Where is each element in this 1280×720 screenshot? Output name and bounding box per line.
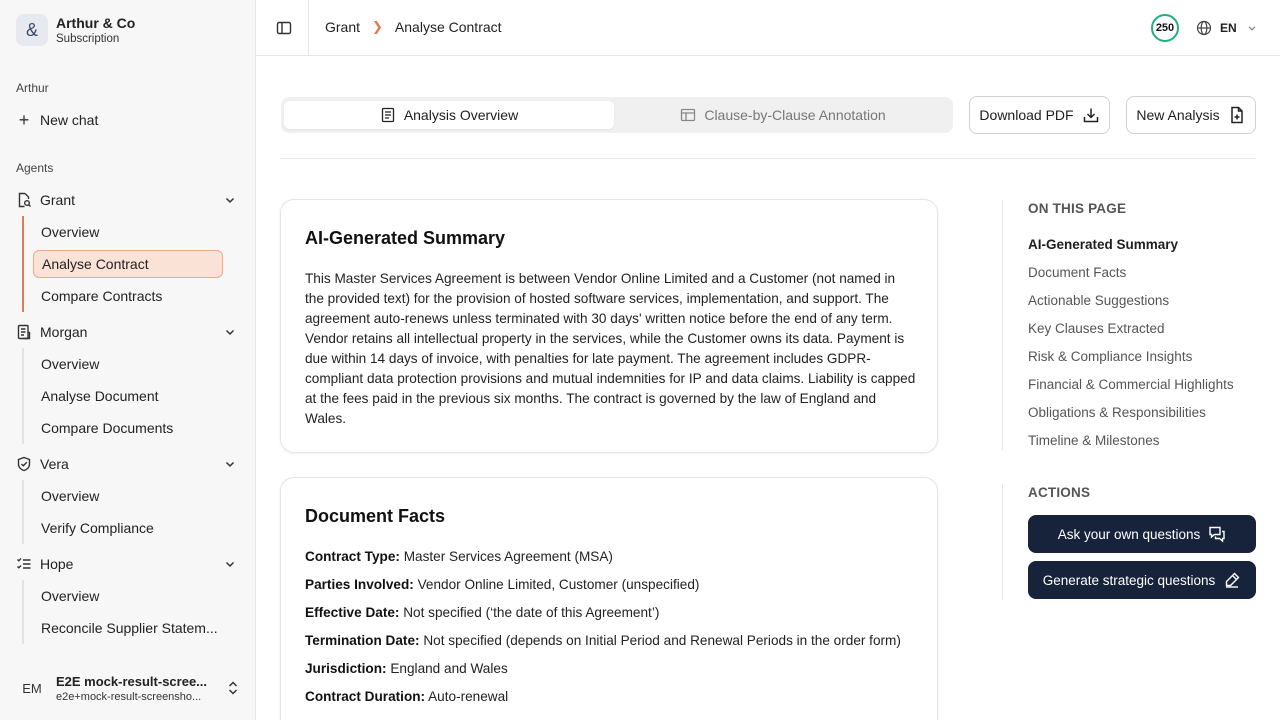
list-check-icon	[16, 556, 32, 572]
chat-bubbles-icon	[1208, 525, 1226, 543]
ask-questions-label: Ask your own questions	[1057, 526, 1201, 542]
new-analysis-label: New Analysis	[1136, 107, 1220, 123]
new-chat-button[interactable]	[16, 110, 98, 130]
agent-grant-tree-line	[22, 216, 24, 312]
org-name: Arthur & Co	[56, 15, 136, 31]
fact-contract-duration: Contract Duration: Auto-renewal	[305, 689, 509, 704]
file-plus-icon	[1228, 106, 1246, 124]
summary-card	[280, 199, 938, 453]
generate-questions-label: Generate strategic questions	[1042, 572, 1216, 588]
shield-check-icon	[16, 456, 32, 472]
sparkle-pen-icon	[1223, 571, 1241, 589]
sidebar-item-hope-overview[interactable]: Overview	[41, 588, 100, 604]
chevron-down-icon[interactable]	[224, 558, 236, 570]
sidebar-item-grant-overview[interactable]: Overview	[41, 224, 100, 240]
sidebar-item-reconcile-supplier[interactable]: Reconcile Supplier Statem...	[41, 620, 218, 636]
download-icon	[1082, 106, 1100, 124]
top-header	[256, 0, 1280, 56]
chevron-up-down-icon	[226, 680, 240, 696]
agent-name: Vera	[40, 456, 69, 472]
chevron-down-icon[interactable]	[224, 194, 236, 206]
toc-item-timeline[interactable]: Timeline & Milestones	[1028, 433, 1160, 448]
breadcrumb	[325, 19, 502, 35]
sidebar-item-analyse-contract[interactable]: Analyse Contract	[33, 250, 223, 278]
summary-title: AI-Generated Summary	[305, 228, 506, 248]
avatar: EM	[22, 680, 42, 696]
toc-item-key-clauses[interactable]: Key Clauses Extracted	[1028, 321, 1165, 336]
agent-name: Hope	[40, 556, 74, 572]
agent-morgan[interactable]	[16, 320, 240, 344]
globe-icon	[1196, 20, 1212, 36]
download-pdf-label: Download PDF	[979, 107, 1074, 123]
user-email: e2e+mock-result-screensho...	[56, 690, 202, 703]
user-menu[interactable]	[16, 668, 242, 708]
credits-badge[interactable]: 250	[1151, 14, 1179, 42]
ampersand-logo-icon: &	[16, 14, 48, 46]
breadcrumb-agent[interactable]: Grant	[325, 19, 361, 35]
ask-questions-button[interactable]	[1028, 515, 1256, 553]
toc-title: ON THIS PAGE	[1028, 201, 1127, 216]
sidebar-toggle-icon[interactable]	[276, 20, 292, 36]
sidebar-item-morgan-overview[interactable]: Overview	[41, 356, 100, 372]
actions-title: ACTIONS	[1028, 485, 1091, 500]
toc-item-financial[interactable]: Financial & Commercial Highlights	[1028, 377, 1234, 392]
sidebar-item-verify-compliance[interactable]: Verify Compliance	[41, 520, 154, 536]
document-facts-card	[280, 477, 938, 720]
facts-title: Document Facts	[305, 506, 446, 526]
org-subtitle: Subscription	[56, 33, 120, 45]
tab-label: Analysis Overview	[403, 107, 519, 123]
agent-grant[interactable]	[16, 188, 240, 212]
doc-lines-icon	[16, 324, 32, 340]
agent-hope-tree-line	[22, 580, 24, 644]
section-label-user: Arthur	[16, 81, 49, 95]
toc-item-obligations[interactable]: Obligations & Responsibilities	[1028, 405, 1206, 420]
toc-rail-line	[1002, 200, 1003, 450]
language-code: EN	[1220, 21, 1237, 35]
toc-item-document-facts[interactable]: Document Facts	[1028, 265, 1127, 280]
fact-contract-type: Contract Type: Master Services Agreement (MSA)	[305, 549, 613, 564]
sidebar	[0, 0, 256, 720]
section-label-agents: Agents	[16, 161, 54, 175]
agent-vera[interactable]	[16, 452, 240, 476]
agent-hope[interactable]	[16, 552, 240, 576]
toc-item-risk-compliance[interactable]: Risk & Compliance Insights	[1028, 349, 1193, 364]
breadcrumb-current: Analyse Contract	[394, 19, 502, 35]
org-switcher[interactable]	[16, 14, 135, 46]
chevron-down-icon[interactable]	[224, 458, 236, 470]
agent-name: Morgan	[40, 324, 88, 340]
sidebar-item-vera-overview[interactable]: Overview	[41, 488, 100, 504]
fact-parties: Parties Involved: Vendor Online Limited, Customer (unspecified)	[305, 577, 700, 592]
tab-analysis-overview[interactable]	[284, 101, 614, 129]
new-chat-label: New chat	[40, 112, 99, 128]
fact-jurisdiction: Jurisdiction: England and Wales	[305, 661, 508, 676]
chevron-right-icon: ❯	[372, 19, 383, 34]
sidebar-item-analyse-document[interactable]: Analyse Document	[41, 388, 159, 404]
toc-item-summary[interactable]: AI-Generated Summary	[1028, 237, 1179, 252]
view-tabs	[281, 97, 953, 133]
download-pdf-button[interactable]	[969, 96, 1110, 134]
agent-morgan-tree-line	[22, 348, 24, 444]
new-analysis-button[interactable]	[1126, 96, 1256, 134]
agent-name: Grant	[40, 192, 76, 208]
sidebar-item-compare-contracts[interactable]: Compare Contracts	[41, 288, 163, 304]
generate-questions-button[interactable]	[1028, 561, 1256, 599]
summary-text: This Master Services Agreement is between Vendor Online Limited and a Customer (not named in the provided text) for the provision of hosted software services, implementation, and support. The agreement auto-renews unless terminated with 30 days' written notice before the end of any term. Vendor retains all intellectual property in the services, while the Customer owns its data. Payment is due within 14 days of invoice, with penalties for late payment. The agreement includes GDPR-compliant data protection provisions and mutual indemnities for IP and data claims. Liability is capped at the fees paid in the previous six months. The contract is governed by the law of England and Wales.	[305, 271, 916, 426]
language-selector[interactable]	[1196, 20, 1257, 36]
header-divider	[308, 0, 309, 56]
tab-label: Clause-by-Clause Annotation	[704, 107, 886, 123]
fact-termination-date: Termination Date: Not specified (depends on Initial Period and Renewal Periods in the order form)	[305, 633, 901, 648]
document-icon	[380, 107, 396, 123]
user-name: E2E mock-result-scree...	[56, 673, 208, 689]
table-icon	[680, 107, 696, 123]
fact-effective-date: Effective Date: Not specified (‘the date of this Agreement’)	[305, 605, 660, 620]
sidebar-item-compare-documents[interactable]: Compare Documents	[41, 420, 174, 436]
chevron-down-icon[interactable]	[224, 326, 236, 338]
actions-rail-line	[1002, 484, 1003, 600]
doc-search-icon	[16, 192, 32, 208]
chevron-down-icon	[1247, 23, 1257, 33]
toc-item-actionable-suggestions[interactable]: Actionable Suggestions	[1028, 293, 1170, 308]
agent-vera-tree-line	[22, 480, 24, 544]
tab-clause-annotation[interactable]	[617, 101, 949, 129]
plus-icon: +	[18, 110, 30, 130]
content-divider	[280, 158, 1256, 159]
